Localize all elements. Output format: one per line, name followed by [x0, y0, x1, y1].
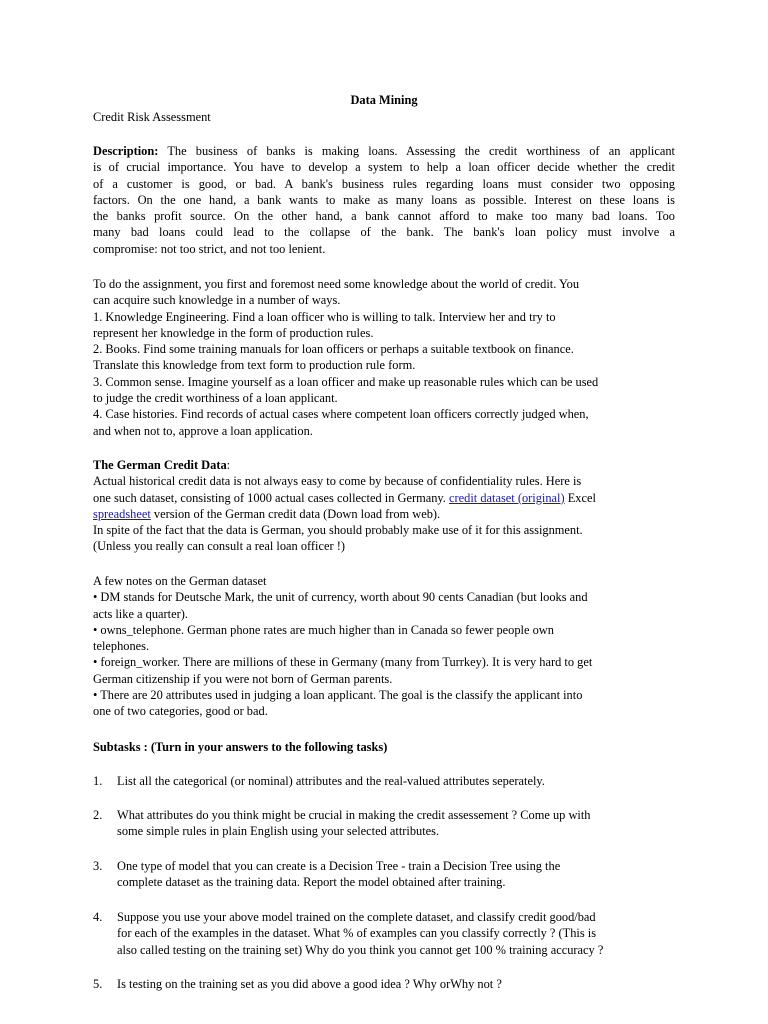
- german-line: Actual historical credit data is not always easy to come by because of confidentiality rules. Here is: [93, 474, 582, 489]
- task-number: 2.: [93, 808, 103, 822]
- dataset-notes: [93, 573, 675, 720]
- task-text: One type of model that you can create is a Decision Tree - train a Decision Tree using the: [117, 859, 561, 873]
- intro-paragraph: [93, 276, 675, 439]
- notes-line: acts like a quarter).: [93, 606, 188, 621]
- german-line: spreadsheet version of the German credit data (Down load from web).: [93, 506, 441, 521]
- intro-line: represent her knowledge in the form of production rules.: [93, 325, 374, 340]
- notes-line: one of two categories, good or bad.: [93, 704, 268, 719]
- description-paragraph: [93, 143, 675, 257]
- german-line: (Unless you really can consult a real loan officer !): [93, 539, 345, 554]
- task-number: 3.: [93, 859, 103, 873]
- subtitle: Credit Risk Assessment: [93, 110, 211, 124]
- page-title: Data Mining: [350, 93, 418, 107]
- task-number: 5.: [93, 977, 103, 991]
- intro-line: 3. Common sense. Imagine yourself as a loan officer and make up reasonable rules which can be used: [93, 374, 599, 389]
- task-text: complete dataset as the training data. Report the model obtained after training.: [117, 875, 506, 890]
- description-line: of a customer is good, or bad. A bank's business rules regarding loans must consider two opposing: [93, 176, 675, 191]
- description-label: Description:: [93, 144, 159, 158]
- description-line: the banks profit source. On the other hand, a bank cannot afford to make too many bad loans. Too: [93, 209, 675, 224]
- task-text: What attributes do you think might be crucial in making the credit assessement ? Come up with: [117, 808, 591, 822]
- notes-line: • There are 20 attributes used in judging a loan applicant. The goal is the classify the applicant into: [93, 688, 583, 703]
- intro-line: 4. Case histories. Find records of actual cases where competent loan officers correctly judged when,: [93, 407, 589, 422]
- german-line: In spite of the fact that the data is German, you should probably make use of it for this assignment.: [93, 523, 583, 538]
- description-line: compromise: not too strict, and not too lenient.: [93, 241, 326, 256]
- description-line: many bad loans could lead to the collapse of the bank. The bank's loan policy must involve a: [93, 225, 675, 240]
- intro-line: Translate this knowledge from text form to production rule form.: [93, 358, 416, 373]
- notes-line: telephones.: [93, 639, 150, 654]
- notes-line: • DM stands for Deutsche Mark, the unit of currency, worth about 90 cents Canadian (but looks and: [93, 590, 588, 605]
- intro-line: to judge the credit worthiness of a loan applicant.: [93, 391, 338, 406]
- subtasks-heading: Subtasks : (Turn in your answers to the following tasks): [93, 740, 388, 754]
- german-credit-section: [93, 457, 675, 555]
- task-number: 1.: [93, 774, 103, 788]
- intro-line: 2. Books. Find some training manuals for loan officers or perhaps a suitable textbook on finance.: [93, 342, 574, 357]
- intro-line: can acquire such knowledge in a number of ways.: [93, 293, 341, 308]
- description-line: factors. On the one hand, a bank wants to make as many loans as possible. Interest on these loans is: [93, 192, 675, 207]
- task-number: 4.: [93, 910, 103, 924]
- task-text: some simple rules in plain English using your selected attributes.: [117, 824, 440, 839]
- task-text: Is testing on the training set as you did above a good idea ? Why orWhy not ?: [117, 977, 502, 991]
- spreadsheet-link[interactable]: spreadsheet: [93, 506, 151, 521]
- notes-line: • foreign_worker. There are millions of these in Germany (many from Turrkey). It is very hard to get: [93, 655, 593, 670]
- description-line: is of crucial importance. You have to develop a system to help a loan officer decide whether the credit: [93, 160, 675, 175]
- task-text: also called testing on the training set) Why do you think you cannot get 100 % training accuracy ?: [117, 942, 604, 957]
- notes-line: German citizenship if you were not born of German parents.: [93, 671, 393, 686]
- task-text: Suppose you use your above model trained on the complete dataset, and classify credit good/bad: [117, 910, 596, 924]
- section-heading: The German Credit Data:: [93, 458, 231, 472]
- credit-dataset-link[interactable]: credit dataset (original): [449, 490, 565, 505]
- intro-line: To do the assignment, you first and foremost need some knowledge about the world of credit. You: [93, 277, 580, 291]
- notes-line: A few notes on the German dataset: [93, 574, 267, 588]
- task-text: for each of the examples in the dataset. What % of examples can you classify correctly ? (This is: [117, 926, 597, 941]
- intro-line: 1. Knowledge Engineering. Find a loan officer who is willing to talk. Interview her and try to: [93, 309, 556, 324]
- notes-line: • owns_telephone. German phone rates are much higher than in Canada so fewer people own: [93, 622, 554, 637]
- intro-line: and when not to, approve a loan application.: [93, 423, 313, 438]
- task-text: List all the categorical (or nominal) attributes and the real-valued attributes seperately.: [117, 774, 545, 788]
- german-line: one such dataset, consisting of 1000 actual cases collected in Germany. credit dataset (original) Excel: [93, 490, 596, 505]
- description-line: Description: The business of banks is making loans. Assessing the credit worthiness of an applicant: [93, 144, 675, 158]
